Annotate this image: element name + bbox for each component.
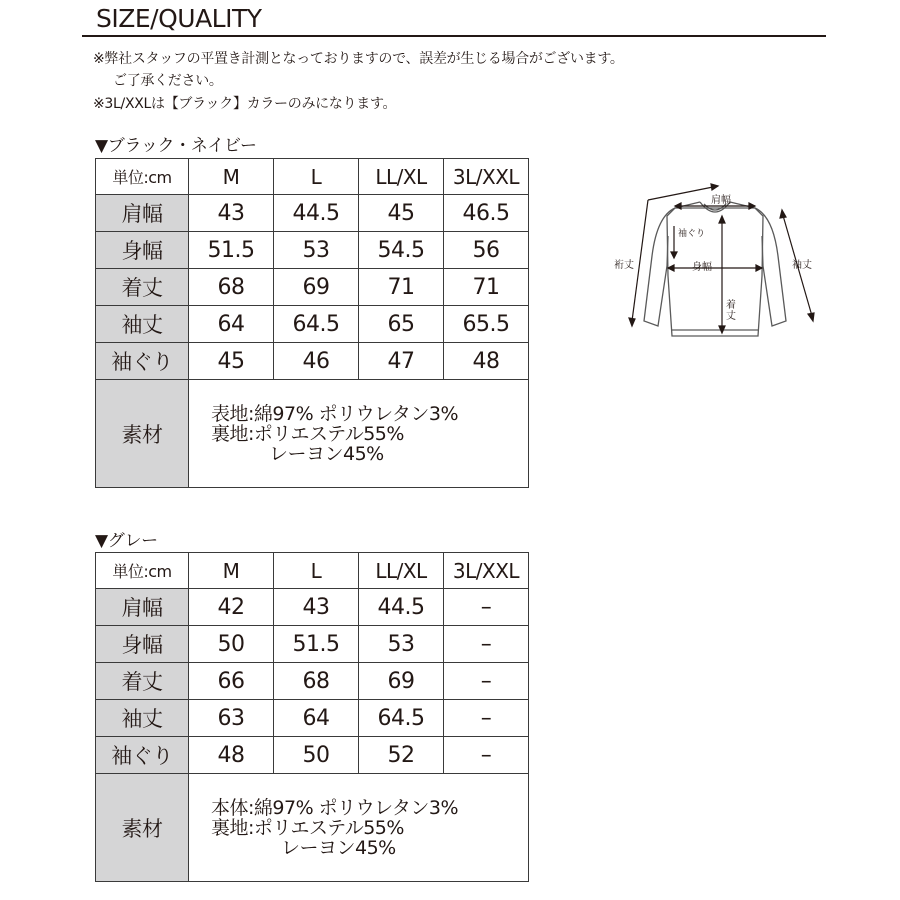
sleeve-length-label: 袖丈 (792, 260, 812, 271)
material-line: 本体:綿97% ポリウレタン3% (211, 796, 459, 819)
table-cell: 51.5 (189, 232, 274, 269)
column-header: L (274, 553, 359, 589)
column-header: 3L/XXL (444, 553, 529, 589)
row-label: 身幅 (96, 626, 189, 663)
shoulder-width-label: 肩幅 (711, 195, 731, 206)
size-table-gray (95, 552, 529, 882)
table-cell: 48 (444, 343, 529, 380)
material-line: 裏地:ポリエステル55% (211, 422, 404, 445)
table-cell: 65.5 (444, 306, 529, 343)
table-cell: 45 (359, 195, 444, 232)
table-cell: 46 (274, 343, 359, 380)
material-label: 素材 (96, 774, 189, 882)
table-cell: 53 (274, 232, 359, 269)
row-label: 袖ぐり (96, 737, 189, 774)
table-row (96, 306, 529, 343)
table-cell: 64.5 (359, 700, 444, 737)
unit-label: 単位:cm (96, 553, 189, 589)
material-row (96, 380, 529, 488)
table-cell: 68 (274, 663, 359, 700)
column-header: LL/XL (359, 159, 444, 195)
table-cell: 68 (189, 269, 274, 306)
column-header: 3L/XXL (444, 159, 529, 195)
measurement-diagram (612, 176, 826, 346)
section-heading-gray: ▼グレー (95, 531, 158, 551)
body-length-label-top: 着 (726, 300, 736, 311)
table-row (96, 663, 529, 700)
table-cell: 52 (359, 737, 444, 774)
table-cell: 50 (189, 626, 274, 663)
material-description (189, 774, 529, 882)
material-label: 素材 (96, 380, 189, 488)
row-label: 袖ぐり (96, 343, 189, 380)
armhole-label: 袖ぐり (678, 229, 706, 239)
table-cell: 47 (359, 343, 444, 380)
table-cell: 53 (359, 626, 444, 663)
table-row (96, 737, 529, 774)
column-header: LL/XL (359, 553, 444, 589)
table-cell: 50 (274, 737, 359, 774)
column-header: M (189, 159, 274, 195)
unit-label: 単位:cm (96, 159, 189, 195)
table-row (96, 589, 529, 626)
table-cell: 69 (359, 663, 444, 700)
table-cell: – (444, 700, 529, 737)
note-measurement: ※弊社スタッフの平置き計測となっておりますので、誤差が生じる場合がございます。 (93, 51, 624, 67)
material-line: 表地:綿97% ポリウレタン3% (211, 402, 459, 425)
table-row (96, 700, 529, 737)
row-label: 身幅 (96, 232, 189, 269)
table-cell: 54.5 (359, 232, 444, 269)
table-cell: 71 (359, 269, 444, 306)
title-divider (82, 35, 826, 37)
row-label: 袖丈 (96, 700, 189, 737)
table-cell: 42 (189, 589, 274, 626)
table-cell: 66 (189, 663, 274, 700)
table-header-row (96, 553, 529, 589)
table-cell: – (444, 663, 529, 700)
table-cell: 44.5 (274, 195, 359, 232)
table-row (96, 195, 529, 232)
table-cell: 44.5 (359, 589, 444, 626)
table-cell: 65 (359, 306, 444, 343)
table-cell: 63 (189, 700, 274, 737)
table-cell: – (444, 737, 529, 774)
material-line: レーヨン45% (281, 836, 396, 859)
table-cell: 45 (189, 343, 274, 380)
row-label: 肩幅 (96, 195, 189, 232)
table-cell: 48 (189, 737, 274, 774)
column-header: M (189, 553, 274, 589)
row-label: 着丈 (96, 663, 189, 700)
table-row (96, 232, 529, 269)
material-line: レーヨン45% (269, 442, 384, 465)
table-cell: 71 (444, 269, 529, 306)
material-line: 裏地:ポリエステル55% (211, 816, 404, 839)
table-cell: 69 (274, 269, 359, 306)
measurement-arrows (629, 184, 814, 333)
material-description (189, 380, 529, 488)
yuki-length-label: 裄丈 (614, 260, 634, 271)
page-title: SIZE/QUALITY (96, 4, 262, 33)
table-row (96, 626, 529, 663)
row-label: 着丈 (96, 269, 189, 306)
section-heading-black-navy: ▼ブラック・ネイビー (95, 136, 257, 156)
table-cell: 51.5 (274, 626, 359, 663)
size-table-black-navy (95, 158, 529, 488)
note-apology: ご了承ください。 (113, 73, 223, 89)
table-cell: – (444, 626, 529, 663)
column-header: L (274, 159, 359, 195)
note-size-availability: ※3L/XXLは【ブラック】カラーのみになります。 (93, 96, 397, 112)
table-row (96, 269, 529, 306)
body-length-label-bottom: 丈 (726, 311, 736, 322)
material-row (96, 774, 529, 882)
table-cell: 64 (189, 306, 274, 343)
row-label: 袖丈 (96, 306, 189, 343)
garment-outline (644, 202, 786, 336)
table-cell: 64 (274, 700, 359, 737)
table-cell: 64.5 (274, 306, 359, 343)
table-cell: – (444, 589, 529, 626)
table-cell: 56 (444, 232, 529, 269)
table-cell: 43 (189, 195, 274, 232)
row-label: 肩幅 (96, 589, 189, 626)
table-row (96, 343, 529, 380)
table-header-row (96, 159, 529, 195)
chest-width-label: 身幅 (692, 262, 712, 273)
table-cell: 43 (274, 589, 359, 626)
table-cell: 46.5 (444, 195, 529, 232)
